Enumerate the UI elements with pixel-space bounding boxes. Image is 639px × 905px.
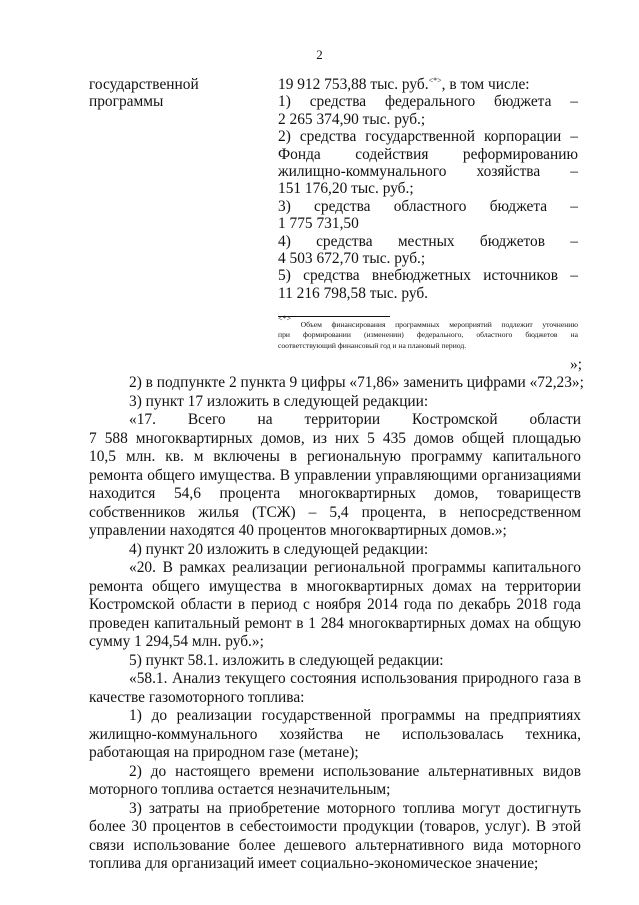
table-right-line — [278, 285, 578, 302]
table-right-line-text: 4) средства местных бюджетов – — [278, 232, 578, 250]
footnote-reference: <*> — [428, 76, 442, 85]
table-right-line — [278, 267, 578, 284]
table-right-line-text: 1 775 731,50 — [278, 215, 359, 233]
table-right-line-text: 1) средства федерального бюджета – — [278, 93, 578, 111]
body-line: жилищно-коммунального хозяйства не использовалась техника, — [89, 725, 581, 743]
body-line: 3) пункт 17 изложить в следующей редакции: — [129, 392, 429, 410]
body-line: Костромской области в период с ноября 2014 года по декабрь 2018 года — [89, 596, 581, 613]
table-right-line-text: 5) средства внебюджетных источников – — [278, 267, 578, 285]
table-right-line — [278, 233, 578, 250]
table-right-line — [278, 76, 578, 93]
table-right-column — [278, 76, 578, 302]
table-right-line-text: 11 216 798,58 тыс. руб. — [278, 284, 429, 302]
footnote-line — [278, 330, 578, 341]
table-right-line — [278, 111, 578, 128]
body-line: управлении находятся 40 процентов многоквартирных домов.»; — [89, 522, 507, 539]
footnote-marker: <*> — [278, 314, 292, 323]
table-left-column — [89, 76, 249, 111]
table-right-line-text: 2) средства государственной корпорации – — [278, 128, 578, 146]
closing-quote-mark: »; — [570, 356, 582, 373]
table-right-line-text: 4 503 672,70 тыс. руб.; — [278, 249, 426, 267]
body-text — [89, 374, 584, 874]
body-line: моторного топлива остается незначительным; — [89, 781, 391, 798]
table-right-line — [278, 163, 578, 180]
body-line: работающая на природном газе (метане); — [89, 744, 359, 761]
table-right-line — [278, 180, 578, 197]
body-line: «20. В рамках реализации региональной программы капитального — [129, 559, 581, 576]
table-right-line — [278, 128, 578, 145]
footnote-line-text: соответствующий финансовый год и на плановый период. — [278, 340, 467, 350]
body-line: ремонта общего имущества в многоквартирных домах на территории — [89, 577, 581, 595]
body-line: «58.1. Анализ текущего состояния использования природного газа в — [129, 670, 581, 687]
table-right-line-text: 151 176,20 тыс. руб.; — [278, 180, 414, 198]
table-right-line-tail: , в том числе: — [441, 76, 530, 93]
body-line: ремонта общего имущества. В управлении управляющими организациями — [89, 466, 581, 484]
body-line: 4) пункт 20 изложить в следующей редакции: — [129, 540, 429, 558]
footnote — [278, 314, 578, 351]
body-line: 2) до настоящего времени использование альтернативных видов — [129, 762, 581, 780]
table-right-line-text: жилищно-коммунального хозяйства – — [278, 162, 578, 180]
body-line: топлива для организаций имеет социально-экономическое значение; — [89, 855, 539, 872]
body-line: 2) в подпункте 2 пункта 9 цифры «71,86» заменить цифрами «72,23»; — [129, 374, 584, 391]
body-line: качестве газомоторного топлива: — [89, 688, 305, 706]
table-right-line-text: 2 265 374,90 тыс. руб.; — [278, 110, 426, 128]
body-line: «17. Всего на территории Костромской области — [129, 411, 581, 428]
page-number: 2 — [316, 47, 323, 62]
table-left-line: государственной — [89, 76, 199, 93]
body-line: находится 54,6 процента многоквартирных домов, товариществ — [89, 485, 581, 502]
body-line: проведен капитальный ремонт в 1 284 многоквартирных домах на общую — [89, 614, 581, 632]
table-right-line-text: 19 912 753,88 тыс. руб. — [278, 76, 429, 93]
body-line: 7 588 многоквартирных домов, из них 5 435 домов общей площадью — [89, 429, 581, 447]
table-left-line: программы — [89, 93, 164, 111]
body-line: 1) до реализации государственной программы на предприятиях — [129, 707, 581, 724]
body-line: 5) пункт 58.1. изложить в следующей редакции: — [129, 651, 444, 669]
table-right-line-text: 3) средства областного бюджета – — [278, 197, 578, 215]
body-line: более 30 процентов в себестоимости продукции (товаров, услуг). В этой — [89, 818, 581, 835]
footnote-line-text: Объем финансирования программных мероприятий подлежит уточнению — [300, 320, 578, 329]
table-right-line — [278, 93, 578, 110]
body-line: 3) затраты на приобретение моторного топлива могут достигнуть — [129, 799, 581, 817]
table-right-line-text: Фонда содействия реформированию — [278, 145, 578, 163]
footnote-line-text: при формировании (изменении) федерального, областного бюджетов на — [278, 329, 578, 339]
table-right-line — [278, 198, 578, 215]
table-right-line — [278, 250, 578, 267]
footnote-divider — [278, 316, 390, 317]
body-line: 10,5 млн. кв. м включены в региональную программу капитального — [89, 448, 581, 465]
body-line: сумму 1 294,54 млн. руб.»; — [89, 633, 264, 650]
footnote-line — [278, 341, 578, 352]
footnote-line — [278, 314, 578, 330]
body-line: связи использование более дешевого альтернативного вида моторного — [89, 836, 581, 854]
table-right-line — [278, 215, 578, 232]
table-right-line — [278, 146, 578, 163]
body-line: собственников жилья (ТСЖ) – 5,4 процента, в непосредственном — [89, 503, 581, 521]
